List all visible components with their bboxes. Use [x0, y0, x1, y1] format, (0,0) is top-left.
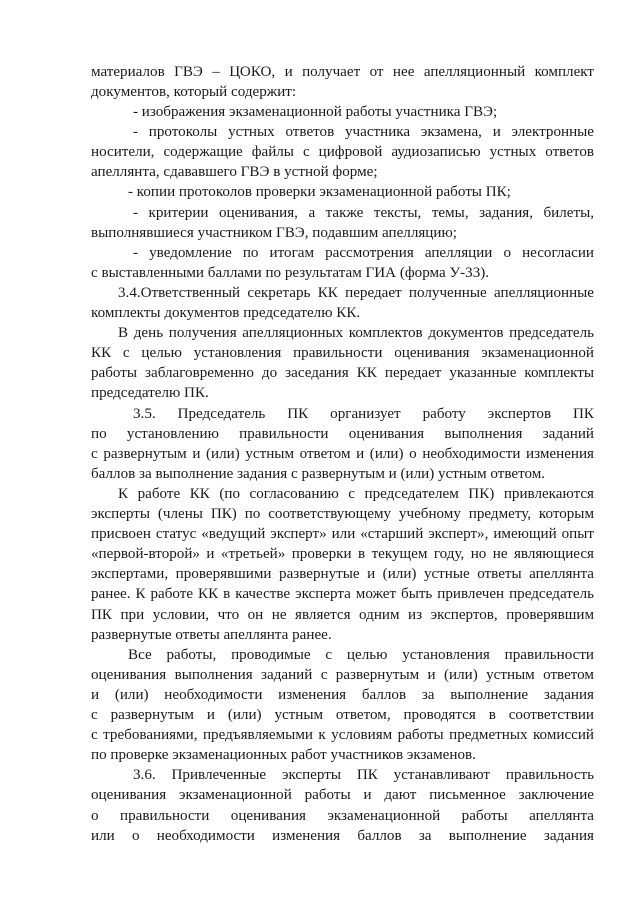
paragraph-start: 3.6. Привлеченные эксперты ПК устанавливают правильность — [133, 767, 594, 783]
text-line: с развернутым и (или) устным ответом и (или) о необходимости изменения — [91, 446, 594, 462]
text-line: развернутые ответы апеллянта ранее. — [91, 627, 332, 643]
text-line: КК с целью установления правильности оценивания экзаменационной — [91, 345, 594, 361]
text-line: по проверке экзаменационных работ участников экзаменов. — [91, 747, 476, 763]
text-line: председателю ПК. — [91, 385, 209, 401]
text-line: по установлению правильности оценивания выполнения заданий — [91, 426, 594, 442]
text-line: присвоен статус «ведущий эксперт» или «старший эксперт», имеющий опыт — [91, 526, 594, 542]
text-line: баллов за выполнение задания с развернутым и (или) устным ответом. — [91, 466, 546, 482]
text-line: апеллянта, сдававшего ГВЭ в устной форме; — [91, 164, 378, 180]
paragraph-start: Все работы, проводимые с целью установления правильности — [128, 647, 594, 663]
text-line: носители, содержащие файлы с цифровой аудиозаписью устных ответов — [91, 144, 594, 160]
text-line: работы заблаговременно до заседания КК передает указанные комплекты — [91, 365, 594, 381]
text-line: «первой-второй» и «третьей» проверки в текущем году, но не являющиеся — [91, 546, 594, 562]
text-line: с выставленными баллами по результатам ГИА (форма У-33). — [91, 265, 490, 281]
paragraph-start: К работе КК (по согласованию с председателем ПК) привлекаются — [118, 486, 594, 502]
list-item: - копии протоколов проверки экзаменационной работы ПК; — [128, 184, 511, 200]
paragraph-start: В день получения апелляционных комплектов документов председатель — [118, 325, 594, 341]
text-line: эксперты (члены ПК) по соответствующему учебному предмету, которым — [91, 506, 594, 522]
text-line: материалов ГВЭ – ЦОКО, и получает от нее апелляционный комплект — [91, 64, 594, 80]
text-line: ПК при условии, что он не является одним из экспертов, проверявшим — [91, 607, 594, 623]
list-item: - изображения экзаменационной работы участника ГВЭ; — [133, 104, 498, 120]
text-line: ранее. К работе КК в качестве эксперта может быть привлечен председатель — [91, 586, 594, 602]
paragraph-start: 3.5. Председатель ПК организует работу экспертов ПК — [133, 406, 594, 422]
text-line: или о необходимости изменения баллов за выполнение задания — [91, 828, 594, 844]
text-line: выполнявшиеся участником ГВЭ, подавшим апелляцию; — [91, 225, 457, 241]
list-item: - уведомление по итогам рассмотрения апелляции о несогласии — [133, 245, 594, 261]
list-item: - протоколы устных ответов участника экзамена, и электронные — [133, 124, 594, 140]
text-line: экспертами, проверявшими развернутые и (или) устные ответы апеллянта — [91, 566, 594, 582]
text-line: о правильности оценивания экзаменационной работы апеллянта — [91, 808, 594, 824]
text-line: комплекты документов председателю КК. — [91, 305, 361, 321]
text-line: с развернутым и (или) устным ответом, проводятся в соответствии — [91, 707, 594, 723]
text-line: оценивания экзаменационной работы и дают письменное заключение — [91, 787, 594, 803]
paragraph-start: 3.4.Ответственный секретарь КК передает полученные апелляционные — [118, 285, 594, 301]
list-item: - критерии оценивания, а также тексты, темы, задания, билеты, — [133, 205, 594, 221]
text-line: оценивания выполнения заданий с развернутым и (или) устным ответом — [91, 667, 594, 683]
text-line: документов, который содержит: — [91, 84, 297, 100]
text-line: с требованиями, предъявляемыми к условиям работы предметных комиссий — [91, 727, 594, 743]
text-line: и (или) необходимости изменения баллов за выполнение задания — [91, 687, 594, 703]
